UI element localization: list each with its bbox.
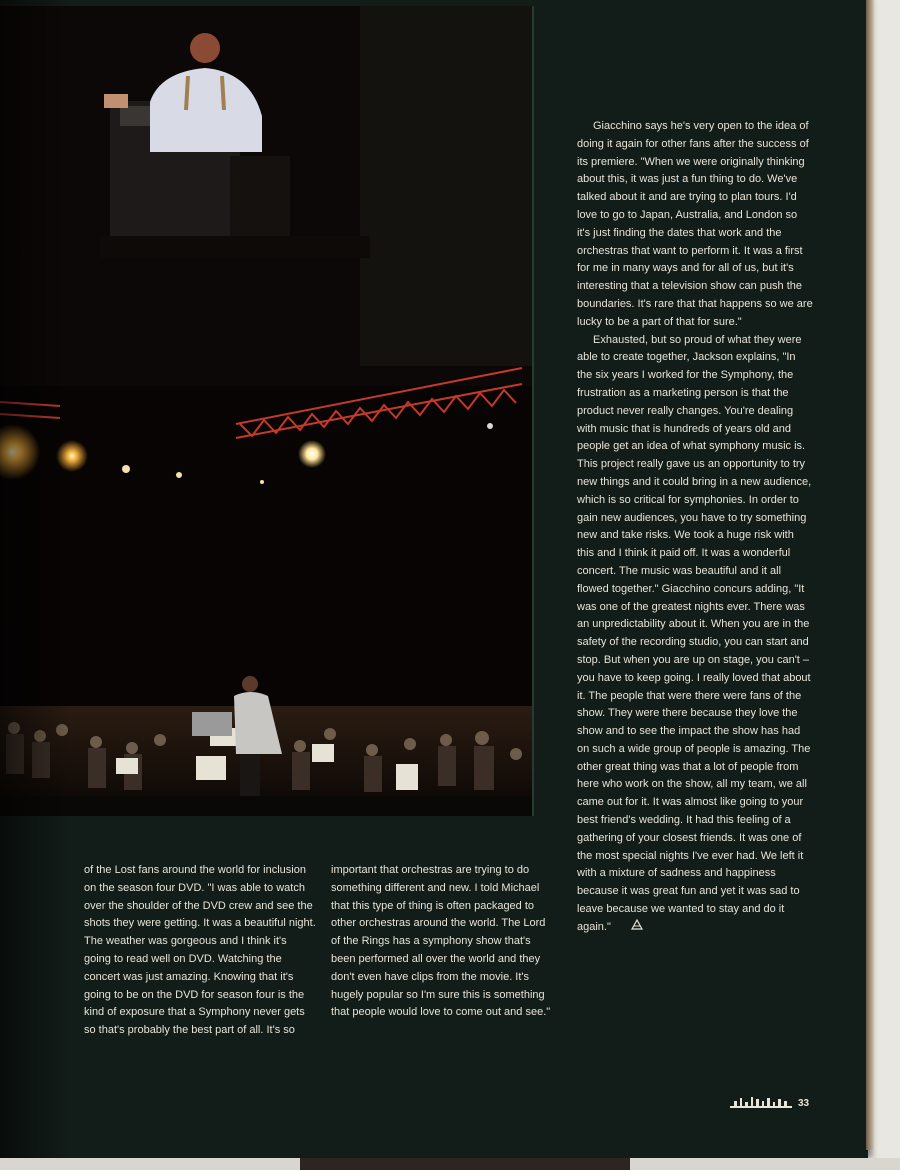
page-edge (866, 0, 876, 1150)
triangle-icon (615, 919, 643, 937)
paragraph-jackson-explains (577, 332, 813, 937)
facing-page-strip (0, 1158, 900, 1170)
paragraph-giacchino-tours: Giacchino says he's very open to the idea of doing it again for other fans after the success of its premiere. "When we were originally thinking about this, it was just a fun thing to do. We've talked about it and are trying to plan tours. I'd love to go to Japan, Australia, and London so it's just finding the dates that work and the orchestras that want to perform it. It was a first for me in many ways and for all of us, but it's interesting that a television show can push the boundaries. It's rare that that happens so we are lucky to be a part of that for sure." (577, 120, 813, 328)
concert-photo (0, 6, 534, 816)
page-number: 33 (798, 1097, 810, 1109)
article-column-left (84, 862, 316, 1040)
column-text: important that orchestras are trying to do something different and new. I told Michael that this type of thing is often packaged to other orchestras around the world. The Lord of the Rings has a symphony show that's been performed all over the world and they don't even have clips from the movie. It's hugely popular so I'm sure this is something that people would love to come out and see." (331, 864, 551, 1019)
column-text: of the Lost fans around the world for inclusion on the season four DVD. "I was able to watch over the shoulder of the DVD crew and see the shots they were getting. It was a beautiful night. The weather was gorgeous and I think it's going to read well on DVD. Watching the concert was just amazing. Knowing that it's going to be on the DVD for season four is the kind of exposure that a Symphony never gets so that's probably the best part of all. It's so (84, 864, 316, 1037)
paragraph-text: Exhausted, but so proud of what they were able to create together, Jackson explains, "In the six years I worked for the Symphony, the frustration as a marketing person is that the product never really changes. You're dealing with music that is hundreds of years old and people get an idea of what symphony music is. This project really gave us an opportunity to try new things and it could bring in a new audience, which is so critical for symphonies. In order to gain new audiences, you have to try something new and take risks. We took a huge risk with this and I think it paid off. It was a wonderful concert. The music was beautiful and it all flowed together." Giacchino concurs adding, "It was one of the greatest nights ever. There was an unpredictability about it. When you are in the safety of the recording studio, you can start and stop. But when you are up on stage, you can't – you have to keep going. I really loved that about it. The people that were there were fans of the show. They were there because they love the show and to see the impact the show has had on such a wide group of people is amazing. The other great thing was that a lot of people from here who work on the show, all my team, we all came out for it. It was almost like going to your best friend's wedding. It had this feeling of a gathering of your closest friends. It was one of the most special nights I've ever had. We left it with a mixture of sadness and happiness because it was great fun and yet it was sad to leave because we wanted to stay and do it again." (577, 333, 812, 933)
article-column-right (577, 118, 813, 937)
facing-page-dark-area (300, 1158, 630, 1170)
article-column-middle (331, 862, 557, 1022)
page-folio (730, 1096, 809, 1110)
lost-logo-icon (730, 1096, 792, 1110)
concert-photo-graphic (0, 6, 532, 816)
